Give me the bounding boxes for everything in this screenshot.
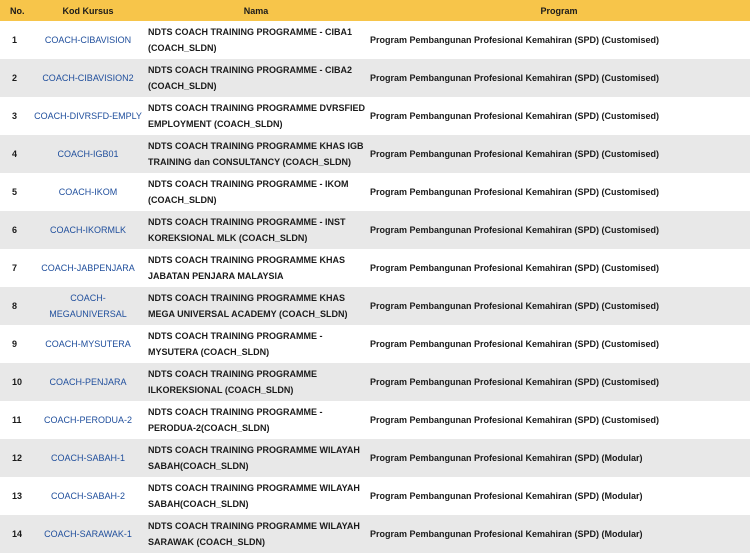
row-number: 1: [0, 21, 32, 59]
course-code-cell: [32, 211, 144, 249]
row-number: 4: [0, 135, 32, 173]
course-name: NDTS COACH TRAINING PROGRAMME - CIBA2 (COACH_SLDN): [144, 59, 368, 97]
course-name: NDTS COACH TRAINING PROGRAMME - IKOM (COACH_SLDN): [144, 173, 368, 211]
table-row[interactable]: [0, 97, 750, 135]
row-number: 3: [0, 97, 32, 135]
program-name: Program Pembangunan Profesional Kemahiran (SPD) (Customised): [368, 97, 750, 135]
course-code-cell: [32, 401, 144, 439]
row-number: 8: [0, 287, 32, 325]
course-code-cell: [32, 439, 144, 477]
table-row[interactable]: [0, 477, 750, 515]
course-name: NDTS COACH TRAINING PROGRAMME - MYSUTERA (COACH_SLDN): [144, 325, 368, 363]
course-name: NDTS COACH TRAINING PROGRAMME WILAYAH SABAH(COACH_SLDN): [144, 477, 368, 515]
course-name: NDTS COACH TRAINING PROGRAMME WILAYAH SABAH(COACH_SLDN): [144, 439, 368, 477]
course-code-cell: [32, 249, 144, 287]
course-code-link[interactable]: COACH-SABAH-2: [50, 491, 125, 501]
table-row[interactable]: [0, 59, 750, 97]
course-name: NDTS COACH TRAINING PROGRAMME KHAS IGB TRAINING dan CONSULTANCY (COACH_SLDN): [144, 135, 368, 173]
program-name: Program Pembangunan Profesional Kemahiran (SPD) (Modular): [368, 515, 750, 553]
course-code-link[interactable]: COACH-SARAWAK-1: [44, 529, 132, 539]
course-name: NDTS COACH TRAINING PROGRAMME ILKOREKSIONAL (COACH_SLDN): [144, 363, 368, 401]
course-code-cell: [32, 21, 144, 59]
program-name: Program Pembangunan Profesional Kemahiran (SPD) (Customised): [368, 325, 750, 363]
course-code-cell: [32, 135, 144, 173]
row-number: 12: [0, 439, 32, 477]
course-name: NDTS COACH TRAINING PROGRAMME DVRSFIED EMPLOYMENT (COACH_SLDN): [144, 97, 368, 135]
course-code-link[interactable]: COACH-IGB01: [57, 149, 119, 159]
row-number: 7: [0, 249, 32, 287]
course-code-link[interactable]: COACH-IKORMLK: [49, 225, 126, 235]
course-code-cell: [32, 59, 144, 97]
program-name: Program Pembangunan Profesional Kemahiran (SPD) (Customised): [368, 363, 750, 401]
table-row[interactable]: [0, 173, 750, 211]
program-name: Program Pembangunan Profesional Kemahiran (SPD) (Modular): [368, 439, 750, 477]
header-program[interactable]: Program: [368, 0, 750, 21]
program-name: Program Pembangunan Profesional Kemahiran (SPD) (Customised): [368, 401, 750, 439]
program-name: Program Pembangunan Profesional Kemahiran (SPD) (Customised): [368, 287, 750, 325]
course-name: NDTS COACH TRAINING PROGRAMME - PERODUA-2(COACH_SLDN): [144, 401, 368, 439]
program-name: Program Pembangunan Profesional Kemahiran (SPD) (Customised): [368, 135, 750, 173]
course-code-cell: [32, 477, 144, 515]
course-name: NDTS COACH TRAINING PROGRAMME WILAYAH SARAWAK (COACH_SLDN): [144, 515, 368, 553]
header-kod-kursus[interactable]: Kod Kursus: [32, 0, 144, 21]
course-code-cell: [32, 173, 144, 211]
row-number: 2: [0, 59, 32, 97]
header-no[interactable]: No.: [0, 0, 32, 21]
course-code-link[interactable]: COACH-PENJARA: [49, 377, 127, 387]
course-name: NDTS COACH TRAINING PROGRAMME KHAS MEGA UNIVERSAL ACADEMY (COACH_SLDN): [144, 287, 368, 325]
course-code-link[interactable]: COACH-CIBAVISION: [44, 35, 132, 45]
program-name: Program Pembangunan Profesional Kemahiran (SPD) (Modular): [368, 477, 750, 515]
course-code-cell: [32, 363, 144, 401]
course-code-link[interactable]: COACH-MEGAUNIVERSAL: [49, 293, 127, 319]
course-code-cell: [32, 287, 144, 325]
table-row[interactable]: [0, 287, 750, 325]
course-code-link[interactable]: COACH-PERODUA-2: [43, 415, 132, 425]
header-nama[interactable]: Nama: [144, 0, 368, 21]
row-number: 10: [0, 363, 32, 401]
table-body: [0, 21, 750, 553]
program-name: Program Pembangunan Profesional Kemahiran (SPD) (Customised): [368, 173, 750, 211]
row-number: 11: [0, 401, 32, 439]
course-code-link[interactable]: COACH-MYSUTERA: [45, 339, 131, 349]
table-row[interactable]: [0, 515, 750, 553]
course-name: NDTS COACH TRAINING PROGRAMME KHAS JABATAN PENJARA MALAYSIA: [144, 249, 368, 287]
course-name: NDTS COACH TRAINING PROGRAMME - INST KOREKSIONAL MLK (COACH_SLDN): [144, 211, 368, 249]
table-row[interactable]: [0, 135, 750, 173]
program-name: Program Pembangunan Profesional Kemahiran (SPD) (Customised): [368, 249, 750, 287]
course-code-link[interactable]: COACH-SABAH-1: [50, 453, 125, 463]
table-row[interactable]: [0, 325, 750, 363]
course-code-cell: [32, 97, 144, 135]
table-row[interactable]: [0, 439, 750, 477]
row-number: 6: [0, 211, 32, 249]
course-code-link[interactable]: COACH-IKOM: [58, 187, 118, 197]
course-code-link[interactable]: COACH-JABPENJARA: [41, 263, 135, 273]
program-name: Program Pembangunan Profesional Kemahiran (SPD) (Customised): [368, 211, 750, 249]
row-number: 13: [0, 477, 32, 515]
row-number: 9: [0, 325, 32, 363]
table-row[interactable]: [0, 211, 750, 249]
course-code-cell: [32, 515, 144, 553]
course-code-cell: [32, 325, 144, 363]
program-name: Program Pembangunan Profesional Kemahiran (SPD) (Customised): [368, 21, 750, 59]
table-row[interactable]: [0, 363, 750, 401]
row-number: 14: [0, 515, 32, 553]
row-number: 5: [0, 173, 32, 211]
course-code-link[interactable]: COACH-CIBAVISION2: [42, 73, 134, 83]
course-code-link[interactable]: COACH-DIVRSFD-EMPLY: [34, 111, 142, 121]
table-row[interactable]: [0, 21, 750, 59]
table-row[interactable]: [0, 249, 750, 287]
table-row[interactable]: [0, 401, 750, 439]
program-name: Program Pembangunan Profesional Kemahiran (SPD) (Customised): [368, 59, 750, 97]
course-name: NDTS COACH TRAINING PROGRAMME - CIBA1 (COACH_SLDN): [144, 21, 368, 59]
table-header-row: [0, 0, 750, 21]
